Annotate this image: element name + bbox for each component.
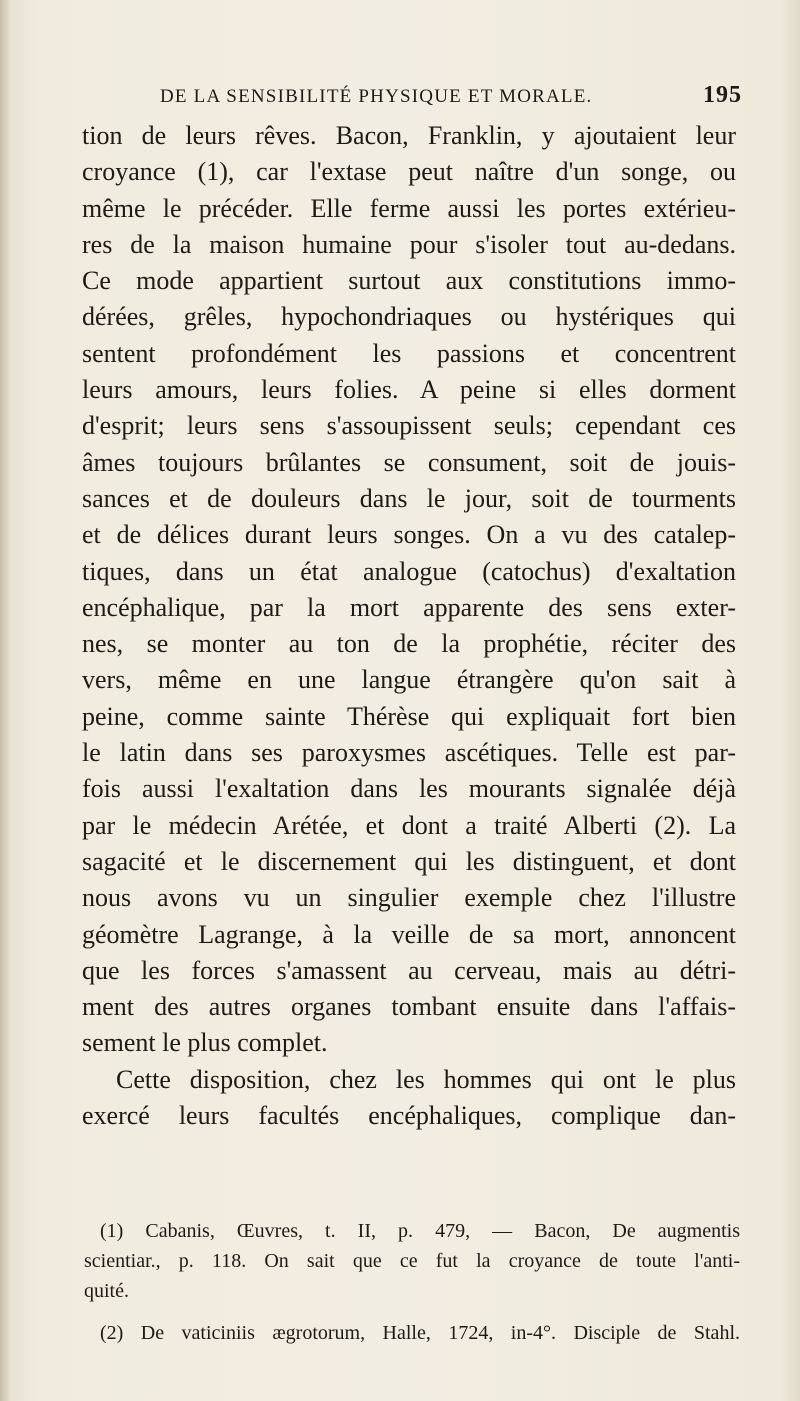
text-line: âmes toujours brûlantes se consument, soit de jouis- <box>82 447 736 477</box>
text-line: leurs amours, leurs folies. A peine si elles dorment <box>82 375 736 405</box>
footnote-line: (1) Cabanis, Œuvres, t. II, p. 479, — Bacon, De augmentis <box>100 1220 740 1242</box>
page-number: 195 <box>703 82 742 108</box>
page-spine-shadow <box>0 0 10 1401</box>
text-line: dérées, grêles, hypochondriaques ou hystériques qui <box>82 302 736 332</box>
text-line: sentent profondément les passions et concentrent <box>82 338 736 368</box>
footnote-line: quité. <box>84 1280 129 1302</box>
text-line: par le médecin Arétée, et dont a traité Alberti (2). La <box>82 810 736 840</box>
footnotes <box>84 1216 740 1348</box>
text-line: le latin dans ses paroxysmes ascétiques. Telle est par- <box>82 738 736 768</box>
text-line: sagacité et le discernement qui les distinguent, et dont <box>82 846 736 876</box>
text-line: vers, même en une langue étrangère qu'on sait à <box>82 665 736 695</box>
text-line: peine, comme sainte Thérèse qui expliquait fort bien <box>82 701 736 731</box>
running-title: DE LA SENSIBILITÉ PHYSIQUE ET MORALE. <box>160 86 593 107</box>
text-line: ment des autres organes tombant ensuite dans l'affais- <box>82 992 736 1022</box>
text-line: res de la maison humaine pour s'isoler tout au-dedans. <box>82 229 736 259</box>
text-line: nes, se monter au ton de la prophétie, réciter des <box>82 629 736 659</box>
body-text <box>82 118 736 1134</box>
text-line: croyance (1), car l'extase peut naître d'un songe, ou <box>82 157 736 187</box>
text-line: sement le plus complet. <box>82 1028 328 1058</box>
page-header <box>160 82 742 114</box>
text-line: nous avons vu un singulier exemple chez l'illustre <box>82 883 736 913</box>
text-line: que les forces s'amassent au cerveau, mais au détri- <box>82 955 736 985</box>
text-line: Ce mode appartient surtout aux constitutions immo- <box>82 266 736 296</box>
text-line: même le précéder. Elle ferme aussi les portes extérieu- <box>82 193 736 223</box>
text-line: tiques, dans un état analogue (catochus) d'exaltation <box>82 556 736 586</box>
text-line: encéphalique, par la mort apparente des sens exter- <box>82 592 736 622</box>
text-line: géomètre Lagrange, à la veille de sa mort, annoncent <box>82 919 736 949</box>
footnote-line: (2) De vaticiniis ægrotorum, Halle, 1724, in-4°. Disciple de Stahl. <box>100 1322 740 1344</box>
text-line: tion de leurs rêves. Bacon, Franklin, y ajoutaient leur <box>82 121 736 150</box>
text-line: sances et de douleurs dans le jour, soit de tourments <box>82 483 736 513</box>
text-line: exercé leurs facultés encéphaliques, complique dan- <box>82 1101 736 1131</box>
footnote-line: scientiar., p. 118. On sait que ce fut la croyance de toute l'anti- <box>84 1250 740 1272</box>
text-line: et de délices durant leurs songes. On a vu des catalep- <box>82 520 736 550</box>
text-line: Cette disposition, chez les hommes qui ont le plus <box>116 1064 736 1094</box>
text-line: fois aussi l'exaltation dans les mourants signalée déjà <box>82 774 736 804</box>
text-line: d'esprit; leurs sens s'assoupissent seuls; cependant ces <box>82 411 736 441</box>
